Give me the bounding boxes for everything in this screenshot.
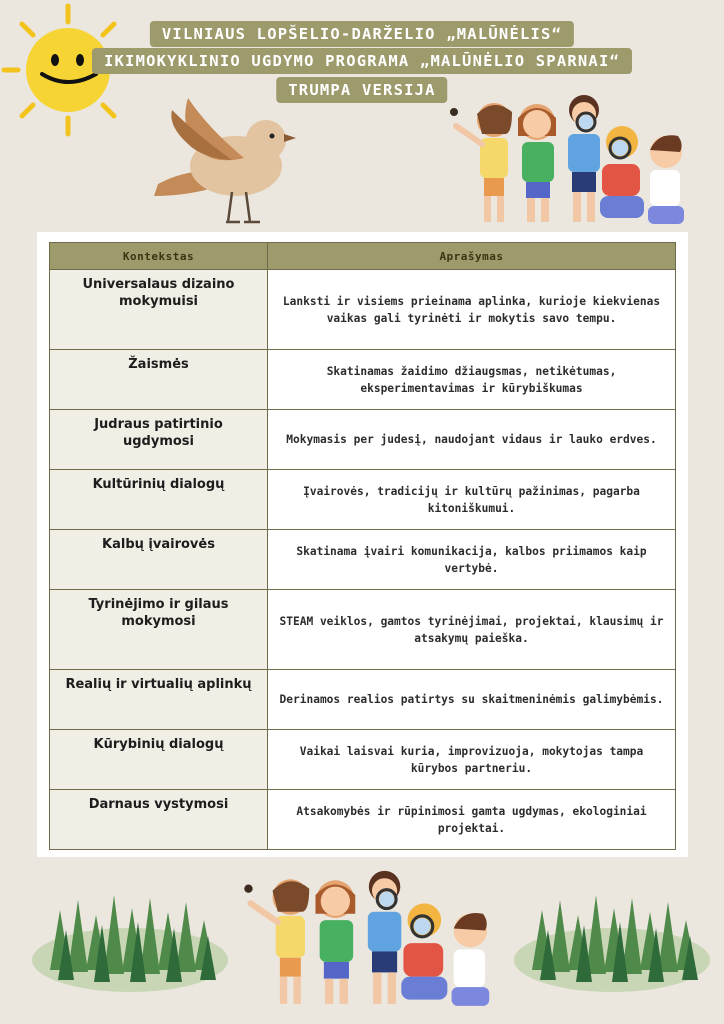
description-cell: Lanksti ir visiems prieinama aplinka, kurioje kiekvienas vaikas gali tyrinėti ir mokytis savo tempu. bbox=[268, 270, 676, 350]
description-cell: Skatinamas žaidimo džiaugsmas, netikėtumas, eksperimentavimas ir kūrybiškumas bbox=[268, 350, 676, 410]
table-row bbox=[50, 670, 676, 730]
description-cell: Atsakomybės ir rūpinimosi gamta ugdymas, ekologiniai projektai. bbox=[268, 790, 676, 850]
context-cell: Tyrinėjimo ir gilaus mokymosi bbox=[50, 590, 268, 670]
description-cell: Mokymasis per judesį, naudojant vidaus ir lauko erdves. bbox=[268, 410, 676, 470]
bird-icon bbox=[148, 88, 298, 228]
forest-icon bbox=[512, 880, 712, 995]
description-cell: Derinamos realios patirtys su skaitmeninėmis galimybėmis. bbox=[268, 670, 676, 730]
table-row bbox=[50, 270, 676, 350]
table-row bbox=[50, 790, 676, 850]
forest-icon bbox=[30, 880, 230, 995]
context-cell: Žaismės bbox=[50, 350, 268, 410]
table-row bbox=[50, 350, 676, 410]
table-row bbox=[50, 730, 676, 790]
program-table-card bbox=[37, 232, 688, 857]
context-cell: Kalbų įvairovės bbox=[50, 530, 268, 590]
context-cell: Kūrybinių dialogų bbox=[50, 730, 268, 790]
table-row bbox=[50, 410, 676, 470]
context-cell: Darnaus vystymosi bbox=[50, 790, 268, 850]
description-cell: Vaikai laisvai kuria, improvizuoja, mokytojas tampa kūrybos partneriu. bbox=[268, 730, 676, 790]
context-cell: Judraus patirtinio ugdymosi bbox=[50, 410, 268, 470]
title-line-3: TRUMPA VERSIJA bbox=[276, 77, 447, 103]
description-cell: Įvairovės, tradicijų ir kultūrų pažinimas, pagarba kitoniškumui. bbox=[268, 470, 676, 530]
description-cell: Skatinama įvairi komunikacija, kalbos priimamos kaip vertybė. bbox=[268, 530, 676, 590]
context-cell: Universalaus dizaino mokymuisi bbox=[50, 270, 268, 350]
header-description: Aprašymas bbox=[268, 243, 676, 270]
description-cell: STEAM veiklos, gamtos tyrinėjimai, projektai, klausimų ir atsakymų paieška. bbox=[268, 590, 676, 670]
table-header-row bbox=[50, 243, 676, 270]
context-cell: Realių ir virtualių aplinkų bbox=[50, 670, 268, 730]
table-row bbox=[50, 590, 676, 670]
program-table bbox=[49, 242, 676, 850]
context-cell: Kultūrinių dialogų bbox=[50, 470, 268, 530]
table-row bbox=[50, 530, 676, 590]
title-line-2: IKIMOKYKLINIO UGDYMO PROGRAMA „MALŪNĖLIO SPARNAI“ bbox=[92, 48, 632, 74]
children-illustration bbox=[238, 866, 506, 1016]
children-illustration bbox=[444, 92, 700, 232]
title-line-1: VILNIAUS LOPŠELIO-DARŽELIO „MALŪNĖLIS“ bbox=[150, 21, 574, 47]
table-row bbox=[50, 470, 676, 530]
header-context: Kontekstas bbox=[50, 243, 268, 270]
